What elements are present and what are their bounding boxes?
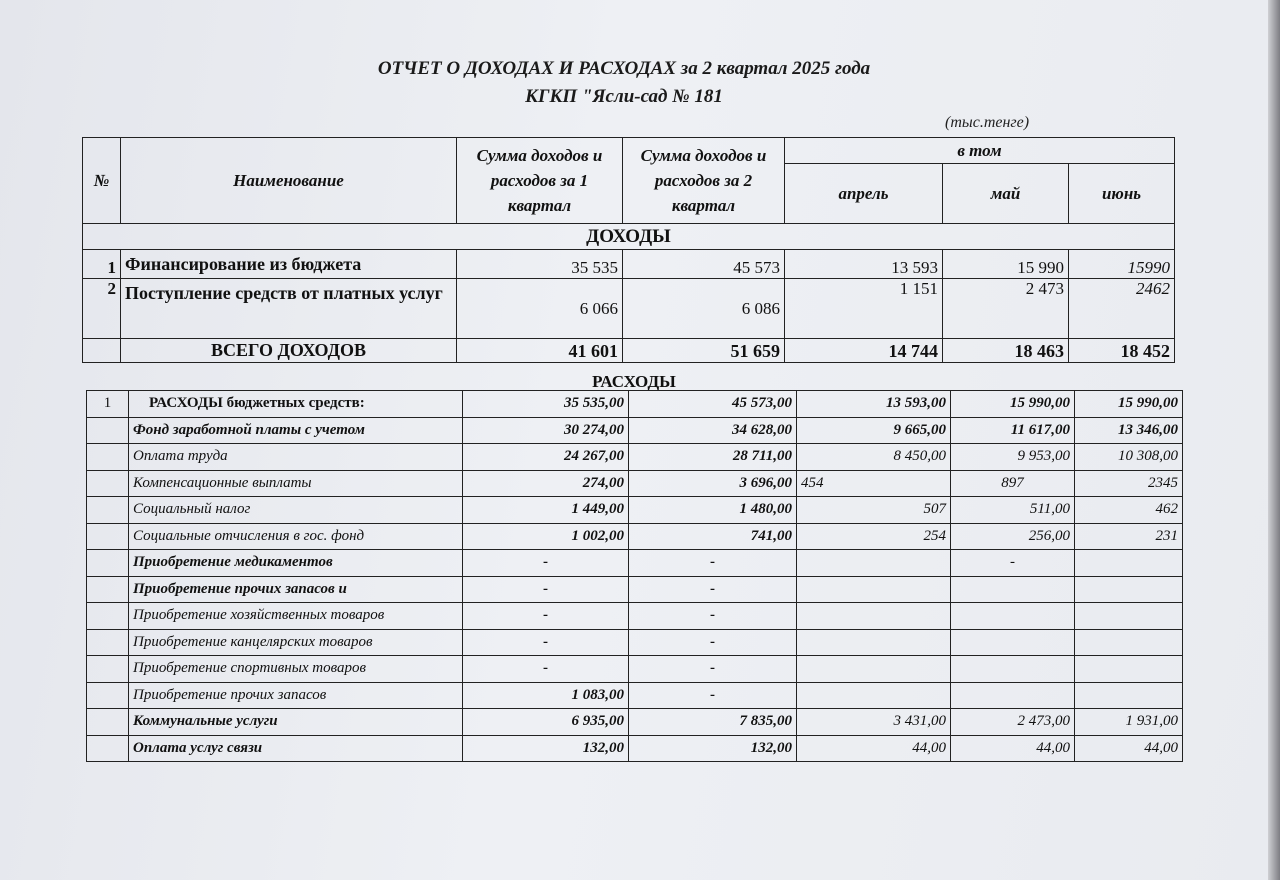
- total-april: 14 744: [785, 339, 943, 363]
- row-april: [797, 550, 951, 577]
- header-q1: Сумма доходов и расходов за 1 квартал: [457, 138, 623, 224]
- row-q1: 35 535: [457, 250, 623, 279]
- row-april: 13 593,00: [797, 391, 951, 418]
- row-april: [797, 629, 951, 656]
- row-q2: 741,00: [629, 523, 797, 550]
- row-june: 15 990,00: [1075, 391, 1183, 418]
- row-june: 231: [1075, 523, 1183, 550]
- row-q2: 6 086: [623, 279, 785, 339]
- row-april: 1 151: [785, 279, 943, 339]
- row-april: 44,00: [797, 735, 951, 762]
- row-june: [1075, 603, 1183, 630]
- table-row: [87, 444, 1183, 471]
- row-q2: -: [629, 629, 797, 656]
- row-april: 3 431,00: [797, 709, 951, 736]
- row-q1: 35 535,00: [463, 391, 629, 418]
- row-q1: 6 066: [457, 279, 623, 339]
- row-q2: 1 480,00: [629, 497, 797, 524]
- row-april: [797, 576, 951, 603]
- row-q2: -: [629, 656, 797, 683]
- row-q2: -: [629, 603, 797, 630]
- income-section-title: ДОХОДЫ: [83, 224, 1175, 250]
- row-june: 2462: [1069, 279, 1175, 339]
- row-may: 897: [951, 470, 1075, 497]
- table-row: [87, 470, 1183, 497]
- row-q2: 45 573,00: [629, 391, 797, 418]
- row-q1: 1 002,00: [463, 523, 629, 550]
- table-row: [87, 391, 1183, 418]
- row-april: [797, 656, 951, 683]
- header-q2: Сумма доходов и расходов за 2 квартал: [623, 138, 785, 224]
- row-q1: -: [463, 629, 629, 656]
- row-q2: 34 628,00: [629, 417, 797, 444]
- row-june: 1 931,00: [1075, 709, 1183, 736]
- row-may: [951, 629, 1075, 656]
- row-name: Приобретение прочих запасов и: [129, 576, 463, 603]
- row-april: 254: [797, 523, 951, 550]
- row-june: [1075, 656, 1183, 683]
- row-number: [87, 576, 129, 603]
- header-june: июнь: [1069, 164, 1175, 224]
- row-q2: 132,00: [629, 735, 797, 762]
- row-name: Поступление средств от платных услуг: [121, 279, 457, 339]
- row-june: [1075, 629, 1183, 656]
- header-number: №: [83, 138, 121, 224]
- row-may: 511,00: [951, 497, 1075, 524]
- row-q1: 1 083,00: [463, 682, 629, 709]
- currency-unit: (тыс.тенге): [945, 114, 1030, 131]
- row-april: 507: [797, 497, 951, 524]
- expenses-section-title: РАСХОДЫ: [592, 372, 676, 391]
- row-name: Оплата услуг связи: [129, 735, 463, 762]
- header-name: Наименование: [121, 138, 457, 224]
- row-number: [87, 523, 129, 550]
- row-may: 15 990,00: [951, 391, 1075, 418]
- table-row: [87, 629, 1183, 656]
- table-row: [87, 550, 1183, 577]
- row-q2: -: [629, 576, 797, 603]
- row-name: Приобретение прочих запасов: [129, 682, 463, 709]
- header-may: май: [943, 164, 1069, 224]
- total-may: 18 463: [943, 339, 1069, 363]
- row-q1: 274,00: [463, 470, 629, 497]
- table-row: [87, 603, 1183, 630]
- row-april: 8 450,00: [797, 444, 951, 471]
- row-name: Социальные отчисления в гос. фонд: [129, 523, 463, 550]
- row-q2: 45 573: [623, 250, 785, 279]
- total-june: 18 452: [1069, 339, 1175, 363]
- row-number: [87, 629, 129, 656]
- table-row: [87, 523, 1183, 550]
- income-table: [82, 137, 1175, 363]
- row-name: Приобретение канцелярских товаров: [129, 629, 463, 656]
- row-april: [797, 603, 951, 630]
- row-number: [87, 470, 129, 497]
- row-number: [87, 735, 129, 762]
- row-may: [951, 656, 1075, 683]
- row-june: [1075, 682, 1183, 709]
- row-q1: -: [463, 603, 629, 630]
- row-name: Оплата труда: [129, 444, 463, 471]
- table-row: [87, 682, 1183, 709]
- organization-name: КГКП "Ясли-сад № 181: [525, 86, 723, 107]
- row-number: [87, 603, 129, 630]
- row-june: 462: [1075, 497, 1183, 524]
- row-june: 13 346,00: [1075, 417, 1183, 444]
- row-june: 15990: [1069, 250, 1175, 279]
- row-number: 1: [83, 250, 121, 279]
- header-april: апрель: [785, 164, 943, 224]
- row-may: 15 990: [943, 250, 1069, 279]
- row-number: [87, 682, 129, 709]
- row-name: Финансирование из бюджета: [121, 250, 457, 279]
- row-may: [951, 576, 1075, 603]
- row-may: 2 473,00: [951, 709, 1075, 736]
- row-q2: -: [629, 682, 797, 709]
- row-may: 256,00: [951, 523, 1075, 550]
- row-name: Социальный налог: [129, 497, 463, 524]
- total-row: [83, 339, 1175, 363]
- row-name: Фонд заработной платы с учетом: [129, 417, 463, 444]
- row-may: 9 953,00: [951, 444, 1075, 471]
- report-title: ОТЧЕТ О ДОХОДАХ И РАСХОДАХ за 2 квартал 2025 года: [377, 58, 871, 79]
- expenses-table: [86, 390, 1183, 762]
- row-june: 10 308,00: [1075, 444, 1183, 471]
- row-may: 44,00: [951, 735, 1075, 762]
- row-june: [1075, 576, 1183, 603]
- row-may: [951, 682, 1075, 709]
- row-name: Приобретение хозяйственных товаров: [129, 603, 463, 630]
- total-q1: 41 601: [457, 339, 623, 363]
- row-q1: 24 267,00: [463, 444, 629, 471]
- table-row: [87, 576, 1183, 603]
- row-name: РАСХОДЫ бюджетных средств:: [129, 391, 463, 418]
- row-q2: 7 835,00: [629, 709, 797, 736]
- row-number: 2: [83, 279, 121, 339]
- table-row: [83, 250, 1175, 279]
- row-number: [87, 709, 129, 736]
- total-name: ВСЕГО ДОХОДОВ: [121, 339, 457, 363]
- row-q1: 132,00: [463, 735, 629, 762]
- row-april: 13 593: [785, 250, 943, 279]
- row-number: [87, 656, 129, 683]
- row-may: 11 617,00: [951, 417, 1075, 444]
- row-q1: 30 274,00: [463, 417, 629, 444]
- row-number: [87, 497, 129, 524]
- row-april: [797, 682, 951, 709]
- total-q2: 51 659: [623, 339, 785, 363]
- table-row: [83, 279, 1175, 339]
- row-name: Приобретение спортивных товаров: [129, 656, 463, 683]
- row-q2: -: [629, 550, 797, 577]
- row-name: Компенсационные выплаты: [129, 470, 463, 497]
- row-june: 2345: [1075, 470, 1183, 497]
- table-row: [87, 709, 1183, 736]
- row-name: Приобретение медикаментов: [129, 550, 463, 577]
- table-row: [87, 735, 1183, 762]
- row-number: 1: [87, 391, 129, 418]
- row-may: -: [951, 550, 1075, 577]
- row-q1: 1 449,00: [463, 497, 629, 524]
- row-may: [951, 603, 1075, 630]
- table-row: [87, 497, 1183, 524]
- row-april: 454: [797, 470, 951, 497]
- row-q1: -: [463, 576, 629, 603]
- row-number: [87, 550, 129, 577]
- row-april: 9 665,00: [797, 417, 951, 444]
- row-q1: -: [463, 550, 629, 577]
- row-number: [87, 444, 129, 471]
- row-q1: 6 935,00: [463, 709, 629, 736]
- row-q2: 3 696,00: [629, 470, 797, 497]
- row-number: [87, 417, 129, 444]
- page-edge-shadow: [1268, 0, 1280, 880]
- row-q1: -: [463, 656, 629, 683]
- table-row: [87, 656, 1183, 683]
- row-june: [1075, 550, 1183, 577]
- header-in-that: в том: [785, 138, 1175, 164]
- row-june: 44,00: [1075, 735, 1183, 762]
- table-row: [87, 417, 1183, 444]
- row-may: 2 473: [943, 279, 1069, 339]
- row-name: Коммунальные услуги: [129, 709, 463, 736]
- row-q2: 28 711,00: [629, 444, 797, 471]
